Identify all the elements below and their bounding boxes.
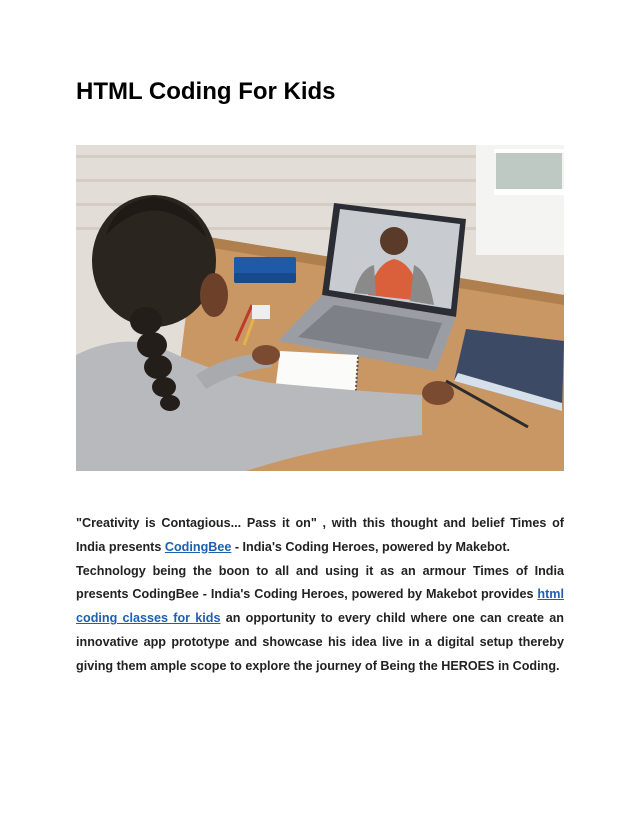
photo-illustration-icon [76,145,564,471]
intro-text-end: - India's Coding Heroes, powered by Makebot. [231,539,511,554]
intro-text: "Creativity is Contagious... Pass it on" , with this thought and belief Times of India presents [76,516,564,554]
article-body [76,512,564,679]
page-title: HTML Coding For Kids [76,78,336,105]
paragraph-intro [76,512,564,560]
hero-photo [76,145,564,471]
html-coding-classes-link[interactable]: html coding classes for kids [76,587,564,626]
codingbee-link[interactable]: CodingBee [164,539,232,554]
paragraph-details [76,560,564,679]
details-text-end: an opportunity to every child where one can create an innovative app prototype and showcase his idea live in a digital setup thereby giving them ample scope to explore the journey of Being the HEROES in Coding. [76,611,564,673]
details-text: Technology being the boon to all and using it as an armour Times of India presents CodingBee - India's Coding Heroes, powered by Makebot provides [76,563,564,602]
